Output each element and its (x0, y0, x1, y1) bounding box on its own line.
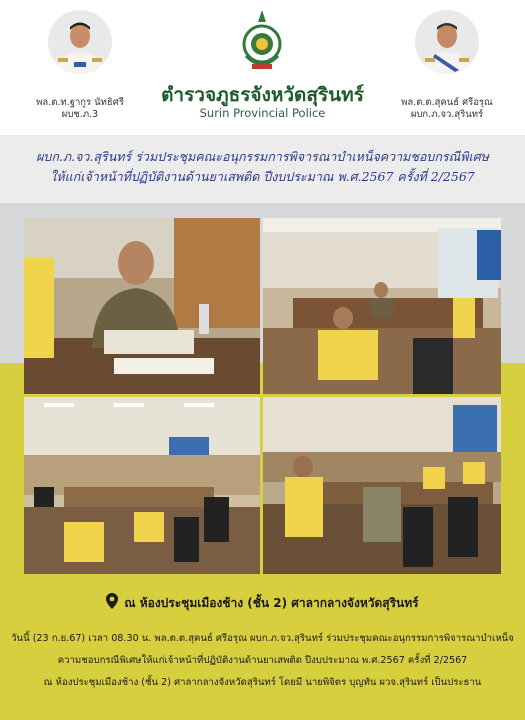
news-headline (0, 135, 525, 203)
news-body (10, 628, 515, 694)
headline-line-2: ให้แก่เจ้าหน้าที่ปฏิบัติงานด้านยาเสพติด ปีงบประมาณ พ.ศ.2567 ครั้งที่ 2/2567 (50, 169, 475, 184)
body-line-1: วันนี้ (23 ก.ย.67) เวลา 08.30 น. พล.ต.ต.สุคนธ์ ศรีอรุณ ผบก.ภ.จว.สุรินทร์ ร่วมประชุมคณะอนุกรรมการพิจารณาบำเหน็จ (11, 633, 514, 644)
meeting-photo-4 (263, 397, 501, 574)
meeting-photo-3 (24, 397, 260, 574)
page-subtitle: Surin Provincial Police (199, 106, 326, 120)
event-location (0, 593, 525, 613)
official-portrait-left (48, 10, 112, 74)
meeting-photo-1 (24, 218, 260, 394)
body-line-2: ความชอบกรณีพิเศษให้แก่เจ้าหน้าที่ปฏิบัติงานด้านยาเสพติด ปีงบประมาณ พ.ศ.2567 ครั้งที่ 2/2567 (57, 655, 468, 666)
official-caption-right (382, 97, 512, 121)
official-name-right: พล.ต.ต.สุคนธ์ ศรีอรุณ (401, 97, 493, 108)
meeting-photo-2 (263, 218, 501, 394)
header (0, 0, 525, 135)
official-position-right: ผบก.ภ.จว.สุรินทร์ (410, 109, 484, 120)
page-title: ตำรวจภูธรจังหวัดสุรินทร์ (161, 84, 364, 106)
police-emblem-logo (238, 8, 286, 76)
map-pin-icon (106, 593, 118, 612)
headline-line-1: ผบก.ภ.จว.สุรินทร์ ร่วมประชุมคณะอนุกรรมการพิจารณาบำเหน็จความชอบกรณีพิเศษ (36, 149, 489, 164)
body-line-3: ณ ห้องประชุมเมืองช้าง (ชั้น 2) ศาลากลางจังหวัดสุรินทร์ โดยมี นายพิจิตร บุญทัน ผวจ.สุรินทร์ เป็นประธาน (43, 677, 482, 688)
official-portrait-right (415, 10, 479, 74)
official-position-left: ผบช.ภ.3 (61, 109, 99, 120)
location-text: ณ ห้องประชุมเมืองช้าง (ชั้น 2) ศาลากลางจังหวัดสุรินทร์ (124, 596, 419, 610)
official-name-left: พล.ต.ท.ฐากูร นัทธิศรี (36, 97, 124, 108)
